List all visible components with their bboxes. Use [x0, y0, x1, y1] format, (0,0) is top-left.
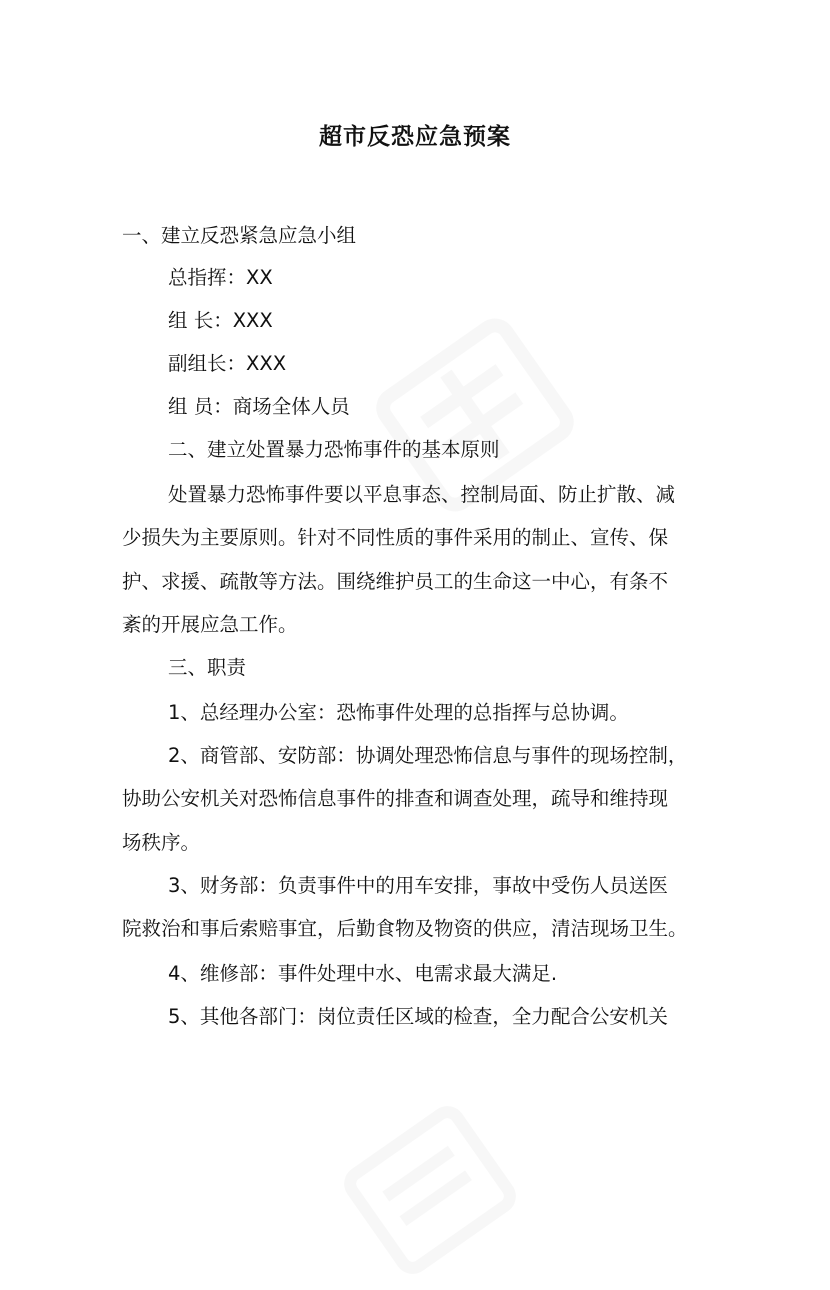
principle-paragraph-line: 紊的开展应急工作。	[122, 613, 298, 636]
duty-item-5-line: 5、其他各部门：岗位责任区域的检查，全力配合公安机关	[168, 1005, 668, 1028]
duty-item-4: 4、维修部：事件处理中水、电需求最大满足.	[168, 962, 558, 985]
section-heading-2: 二、建立处置暴力恐怖事件的基本原则	[168, 438, 500, 461]
principle-paragraph-line: 少损失为主要原则。针对不同性质的事件采用的制止、宣传、保	[122, 526, 669, 549]
duty-item-2-line: 协助公安机关对恐怖信息事件的排查和调查处理，疏导和维持现	[122, 787, 669, 810]
commander-line: 总指挥：XX	[168, 266, 273, 289]
section-heading-1: 一、建立反恐紧急应急小组	[122, 224, 357, 247]
duty-item-1: 1、总经理办公室：恐怖事件处理的总指挥与总协调。	[168, 701, 629, 724]
principle-paragraph-line: 护、求援、疏散等方法。围绕维护员工的生命这一中心，有条不	[122, 570, 669, 593]
duty-item-3-line: 院救治和事后索赔事宜，后勤食物及物资的供应，清洁现场卫生。	[122, 917, 688, 940]
leader-line: 组 长：XXX	[168, 309, 273, 332]
principle-paragraph-line: 处置暴力恐怖事件要以平息事态、控制局面、防止扩散、减	[168, 483, 676, 506]
section-heading-3: 三、职责	[168, 656, 247, 679]
duty-item-3-line: 3、财务部：负责事件中的用车安排，事故中受伤人员送医	[168, 874, 668, 897]
document-title: 超市反恐应急预案	[319, 124, 511, 150]
members-line: 组 员：商场全体人员	[168, 395, 350, 418]
duty-item-2-line: 2、商管部、安防部：协调处理恐怖信息与事件的现场控制，	[168, 744, 688, 767]
shield-watermark-icon	[330, 1090, 530, 1290]
duty-item-2-line: 场秩序。	[122, 831, 201, 854]
deputy-leader-line: 副组长：XXX	[168, 352, 287, 375]
